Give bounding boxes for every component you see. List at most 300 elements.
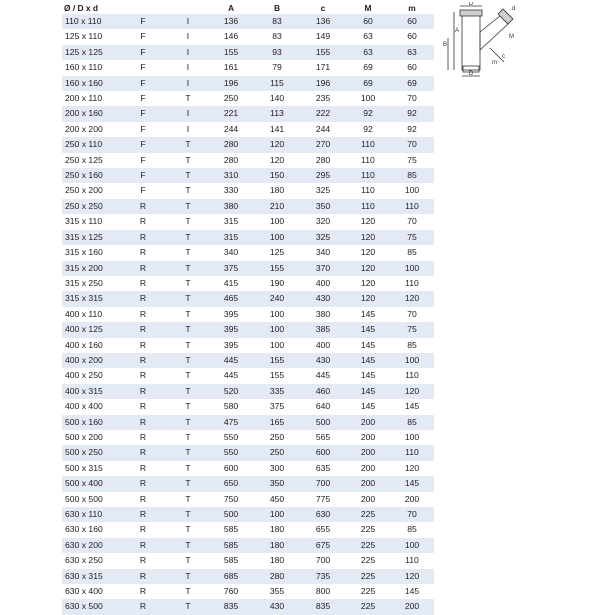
- value-cell: 155: [269, 262, 285, 273]
- value-cell: T: [185, 293, 191, 304]
- value-cell: 69: [407, 77, 417, 88]
- value-cell: 225: [360, 601, 376, 612]
- value-cell: 430: [315, 354, 331, 365]
- table-row: [62, 415, 434, 430]
- table-row: [62, 230, 434, 245]
- value-cell: 113: [270, 108, 284, 119]
- value-cell: F: [140, 93, 146, 104]
- value-cell: 190: [269, 277, 285, 288]
- value-cell: T: [185, 462, 191, 473]
- value-cell: 250: [269, 447, 285, 458]
- value-cell: T: [185, 93, 191, 104]
- value-cell: 835: [223, 601, 239, 612]
- value-cell: 110: [361, 185, 375, 196]
- value-cell: T: [185, 586, 191, 597]
- value-cell: 650: [223, 478, 239, 489]
- dimension-table-container: [62, 2, 434, 615]
- value-cell: 685: [223, 570, 239, 581]
- value-cell: T: [185, 509, 191, 519]
- value-cell: T: [185, 524, 191, 535]
- size-cell: 250 x 110: [65, 139, 103, 150]
- table-row: [62, 476, 434, 491]
- value-cell: 83: [272, 31, 282, 42]
- table-row: [62, 599, 434, 614]
- value-cell: R: [139, 416, 147, 427]
- value-cell: 430: [315, 293, 331, 304]
- value-cell: 155: [269, 354, 285, 365]
- table-row: [62, 399, 434, 414]
- value-cell: T: [185, 401, 191, 412]
- value-cell: 120: [404, 570, 420, 581]
- value-cell: T: [185, 555, 191, 566]
- value-cell: 63: [363, 31, 373, 42]
- value-cell: 375: [269, 401, 285, 412]
- value-cell: 120: [269, 139, 285, 150]
- table-row: [62, 553, 434, 568]
- value-cell: R: [139, 277, 147, 288]
- value-cell: 63: [407, 46, 417, 57]
- value-cell: 200: [360, 493, 376, 504]
- table-row: [62, 368, 434, 383]
- value-cell: 395: [223, 324, 239, 335]
- diagram-label-d: d: [512, 6, 516, 12]
- value-cell: 120: [360, 293, 376, 304]
- diagram-label-c: c: [502, 54, 505, 60]
- value-cell: 120: [269, 154, 285, 165]
- value-cell: 155: [223, 46, 239, 57]
- table-header-row: [62, 2, 434, 14]
- value-cell: 145: [360, 370, 376, 381]
- value-cell: 375: [223, 262, 239, 273]
- value-cell: F: [140, 185, 146, 196]
- value-cell: 445: [223, 370, 239, 381]
- table-row: [62, 106, 434, 121]
- value-cell: 149: [315, 31, 331, 42]
- value-cell: 235: [315, 93, 331, 104]
- size-cell: 500 x 400: [65, 478, 103, 489]
- value-cell: 120: [360, 247, 376, 258]
- value-cell: 600: [223, 462, 239, 473]
- value-cell: 315: [223, 231, 239, 242]
- value-cell: T: [185, 493, 191, 504]
- size-cell: 630 x 250: [65, 555, 103, 566]
- value-cell: 120: [404, 462, 420, 473]
- value-cell: 70: [407, 139, 417, 150]
- value-cell: 70: [407, 216, 417, 227]
- value-cell: 180: [269, 539, 285, 550]
- size-cell: 500 x 250: [65, 447, 103, 458]
- size-cell: 630 x 200: [65, 539, 103, 550]
- table-row: [62, 29, 434, 44]
- value-cell: 775: [315, 493, 331, 504]
- value-cell: 835: [315, 601, 331, 612]
- value-cell: T: [185, 247, 191, 258]
- value-cell: 75: [407, 324, 417, 335]
- value-cell: F: [140, 16, 146, 26]
- value-cell: 415: [223, 277, 239, 288]
- value-cell: 145: [360, 339, 376, 350]
- value-cell: 700: [315, 478, 331, 489]
- value-cell: 385: [315, 324, 331, 335]
- size-cell: 630 x 110: [65, 509, 103, 519]
- size-cell: 400 x 315: [65, 385, 103, 396]
- branch-socket: [498, 9, 513, 24]
- size-cell: 200 x 110: [65, 93, 103, 104]
- value-cell: 70: [407, 509, 417, 519]
- value-cell: R: [139, 216, 147, 227]
- value-cell: I: [186, 46, 190, 57]
- value-cell: 565: [315, 431, 331, 442]
- value-cell: 520: [223, 385, 239, 396]
- value-cell: 600: [315, 447, 331, 458]
- value-cell: 200: [360, 478, 376, 489]
- value-cell: 180: [269, 524, 285, 535]
- table-row: [62, 461, 434, 476]
- value-cell: T: [185, 262, 191, 273]
- size-cell: 250 x 200: [65, 185, 103, 196]
- value-cell: 110: [405, 200, 419, 211]
- value-cell: 100: [404, 185, 420, 196]
- value-cell: 250: [223, 93, 239, 104]
- value-cell: 100: [269, 324, 285, 335]
- value-cell: 221: [223, 108, 239, 119]
- size-cell: 160 x 160: [65, 77, 103, 88]
- value-cell: 145: [404, 478, 420, 489]
- value-cell: T: [185, 324, 191, 335]
- value-cell: 280: [223, 139, 239, 150]
- table-row: [62, 183, 434, 198]
- diagram-label-d-top: D: [468, 2, 474, 7]
- value-cell: T: [185, 370, 191, 381]
- value-cell: I: [186, 123, 190, 134]
- value-cell: 145: [360, 354, 376, 365]
- value-cell: 100: [269, 231, 285, 242]
- value-cell: 210: [269, 200, 285, 211]
- size-cell: 315 x 315: [65, 293, 103, 304]
- value-cell: 70: [407, 308, 417, 319]
- branch-pipe: [480, 16, 508, 50]
- size-cell: 315 x 250: [65, 277, 103, 288]
- value-cell: 355: [269, 586, 285, 597]
- size-cell: 630 x 160: [65, 524, 103, 535]
- value-cell: 145: [360, 401, 376, 412]
- value-cell: R: [139, 431, 147, 442]
- value-cell: 145: [404, 586, 420, 597]
- table-row: [62, 214, 434, 229]
- value-cell: 335: [269, 385, 285, 396]
- value-cell: 171: [315, 62, 331, 73]
- value-cell: 700: [315, 555, 331, 566]
- size-cell: 500 x 160: [65, 416, 103, 427]
- value-cell: I: [186, 16, 190, 26]
- value-cell: F: [140, 77, 146, 88]
- value-cell: 630: [315, 509, 331, 519]
- value-cell: 280: [315, 154, 331, 165]
- size-cell: 315 x 110: [65, 216, 103, 227]
- value-cell: R: [139, 339, 147, 350]
- value-cell: R: [139, 293, 147, 304]
- value-cell: 110: [405, 277, 419, 288]
- value-cell: F: [140, 46, 146, 57]
- value-cell: 100: [269, 216, 285, 227]
- table-row: [62, 60, 434, 75]
- value-cell: 85: [407, 524, 417, 535]
- value-cell: 295: [315, 170, 331, 181]
- wye-fitting-diagram: [434, 2, 526, 78]
- size-cell: 400 x 125: [65, 324, 103, 335]
- value-cell: 200: [360, 462, 376, 473]
- size-cell: 500 x 200: [65, 431, 103, 442]
- value-cell: R: [139, 524, 147, 535]
- value-cell: 85: [407, 247, 417, 258]
- size-cell: 315 x 160: [65, 247, 103, 258]
- value-cell: 300: [269, 462, 285, 473]
- value-cell: 100: [404, 539, 420, 550]
- value-cell: 315: [223, 216, 239, 227]
- value-cell: R: [139, 570, 147, 581]
- table-row: [62, 168, 434, 183]
- value-cell: 430: [269, 601, 285, 612]
- size-cell: 630 x 315: [65, 570, 103, 581]
- value-cell: 400: [315, 277, 331, 288]
- value-cell: T: [185, 216, 191, 227]
- header-cell-size: Ø / D x d: [64, 3, 98, 13]
- value-cell: 92: [407, 123, 417, 134]
- value-cell: T: [185, 185, 191, 196]
- value-cell: 310: [223, 170, 239, 181]
- value-cell: T: [185, 154, 191, 165]
- value-cell: 110: [405, 447, 419, 458]
- value-cell: 635: [315, 462, 331, 473]
- value-cell: 370: [315, 262, 331, 273]
- value-cell: I: [186, 108, 190, 119]
- value-cell: R: [139, 555, 147, 566]
- diagram-label-d-bottom: D: [468, 71, 474, 77]
- value-cell: 100: [404, 262, 420, 273]
- value-cell: I: [186, 77, 190, 88]
- value-cell: R: [139, 509, 147, 519]
- value-cell: 110: [361, 154, 375, 165]
- value-cell: 380: [315, 308, 331, 319]
- table-row: [62, 291, 434, 306]
- value-cell: F: [140, 108, 146, 119]
- diagram-label-m-lower: m: [492, 60, 497, 66]
- value-cell: I: [186, 62, 190, 73]
- value-cell: 136: [315, 16, 331, 26]
- value-cell: T: [185, 447, 191, 458]
- size-cell: 500 x 500: [65, 493, 103, 504]
- value-cell: 325: [315, 185, 331, 196]
- header-cell: m: [408, 3, 416, 13]
- size-cell: 400 x 110: [65, 308, 103, 319]
- value-cell: 395: [223, 339, 239, 350]
- value-cell: F: [140, 62, 146, 73]
- table-row: [62, 492, 434, 507]
- value-cell: 500: [315, 416, 331, 427]
- value-cell: 445: [315, 370, 331, 381]
- table-row: [62, 322, 434, 337]
- value-cell: 585: [223, 539, 239, 550]
- value-cell: R: [139, 493, 147, 504]
- table-row: [62, 261, 434, 276]
- value-cell: R: [139, 231, 147, 242]
- value-cell: 100: [269, 509, 285, 519]
- value-cell: 146: [223, 31, 239, 42]
- value-cell: 110: [405, 370, 419, 381]
- value-cell: 222: [315, 108, 331, 119]
- value-cell: T: [185, 200, 191, 211]
- value-cell: I: [186, 31, 190, 42]
- diagram-label-a: A: [455, 28, 460, 34]
- value-cell: 465: [223, 293, 239, 304]
- value-cell: F: [140, 170, 146, 181]
- value-cell: R: [139, 478, 147, 489]
- size-cell: 200 x 200: [65, 123, 103, 134]
- value-cell: R: [139, 539, 147, 550]
- value-cell: 180: [269, 185, 285, 196]
- value-cell: 200: [404, 493, 420, 504]
- size-cell: 315 x 125: [65, 231, 103, 242]
- value-cell: 75: [407, 154, 417, 165]
- value-cell: 85: [407, 170, 417, 181]
- value-cell: 550: [223, 447, 239, 458]
- value-cell: 92: [407, 108, 417, 119]
- value-cell: 760: [223, 586, 239, 597]
- value-cell: 750: [223, 493, 239, 504]
- size-cell: 630 x 400: [65, 586, 103, 597]
- value-cell: R: [139, 247, 147, 258]
- value-cell: 350: [269, 478, 285, 489]
- value-cell: R: [139, 262, 147, 273]
- value-cell: 150: [269, 170, 285, 181]
- value-cell: 63: [363, 46, 373, 57]
- value-cell: F: [140, 31, 146, 42]
- value-cell: 92: [363, 123, 373, 134]
- value-cell: 136: [223, 16, 239, 26]
- value-cell: T: [185, 416, 191, 427]
- value-cell: R: [139, 462, 147, 473]
- value-cell: 165: [269, 416, 285, 427]
- size-cell: 400 x 200: [65, 354, 103, 365]
- value-cell: 120: [404, 385, 420, 396]
- value-cell: 79: [272, 62, 282, 73]
- diagram-label-b: B: [443, 42, 448, 48]
- value-cell: 244: [223, 123, 239, 134]
- value-cell: R: [139, 601, 147, 612]
- value-cell: 69: [363, 62, 373, 73]
- table-body: [62, 14, 434, 615]
- value-cell: 585: [223, 524, 239, 535]
- table-row: [62, 199, 434, 214]
- value-cell: 100: [404, 354, 420, 365]
- value-cell: T: [185, 139, 191, 150]
- diagram-label-m-upper: M: [509, 34, 514, 40]
- value-cell: 110: [361, 200, 375, 211]
- value-cell: T: [185, 231, 191, 242]
- value-cell: 115: [270, 77, 284, 88]
- value-cell: F: [140, 123, 146, 134]
- value-cell: T: [185, 354, 191, 365]
- value-cell: F: [140, 154, 146, 165]
- value-cell: 60: [407, 16, 417, 26]
- value-cell: R: [139, 401, 147, 412]
- table-row: [62, 569, 434, 584]
- value-cell: 110: [361, 170, 375, 181]
- value-cell: 145: [360, 308, 376, 319]
- table-row: [62, 538, 434, 553]
- value-cell: 92: [363, 108, 373, 119]
- value-cell: 350: [315, 200, 331, 211]
- value-cell: T: [185, 570, 191, 581]
- value-cell: 735: [315, 570, 331, 581]
- table-row: [62, 430, 434, 445]
- table-row: [62, 307, 434, 322]
- header-cell: [118, 2, 168, 14]
- table-row: [62, 445, 434, 460]
- value-cell: 450: [269, 493, 285, 504]
- value-cell: R: [139, 308, 147, 319]
- header-cell: [168, 2, 208, 14]
- size-cell: 160 x 110: [65, 62, 103, 73]
- value-cell: 180: [269, 555, 285, 566]
- value-cell: 585: [223, 555, 239, 566]
- size-cell: 400 x 250: [65, 370, 103, 381]
- value-cell: 340: [223, 247, 239, 258]
- value-cell: 240: [269, 293, 285, 304]
- value-cell: T: [185, 308, 191, 319]
- value-cell: 100: [269, 308, 285, 319]
- table-row: [62, 76, 434, 91]
- value-cell: 675: [315, 539, 331, 550]
- value-cell: 75: [407, 231, 417, 242]
- value-cell: R: [139, 385, 147, 396]
- value-cell: 280: [269, 570, 285, 581]
- table-row: [62, 153, 434, 168]
- value-cell: 270: [315, 139, 331, 150]
- value-cell: 325: [315, 231, 331, 242]
- value-cell: 100: [269, 339, 285, 350]
- value-cell: 655: [315, 524, 331, 535]
- value-cell: T: [185, 339, 191, 350]
- table-row: [62, 507, 434, 522]
- value-cell: 475: [223, 416, 239, 427]
- value-cell: 70: [407, 93, 417, 104]
- value-cell: 110: [405, 555, 419, 566]
- table-row: [62, 384, 434, 399]
- value-cell: 244: [315, 123, 331, 134]
- value-cell: 225: [360, 509, 376, 519]
- value-cell: F: [140, 139, 146, 150]
- value-cell: 85: [407, 416, 417, 427]
- value-cell: R: [139, 447, 147, 458]
- value-cell: 250: [269, 431, 285, 442]
- value-cell: 100: [360, 93, 376, 104]
- value-cell: 225: [360, 586, 376, 597]
- value-cell: 225: [360, 524, 376, 535]
- size-cell: 250 x 125: [65, 154, 103, 165]
- table-row: [62, 245, 434, 260]
- table-row: [62, 137, 434, 152]
- value-cell: 110: [361, 139, 375, 150]
- value-cell: 500: [223, 509, 239, 519]
- main-pipe-body: [462, 12, 480, 70]
- value-cell: 445: [223, 354, 239, 365]
- value-cell: 120: [360, 231, 376, 242]
- value-cell: 120: [360, 262, 376, 273]
- value-cell: 141: [269, 123, 285, 134]
- value-cell: 60: [407, 62, 417, 73]
- dimension-table: [62, 2, 434, 615]
